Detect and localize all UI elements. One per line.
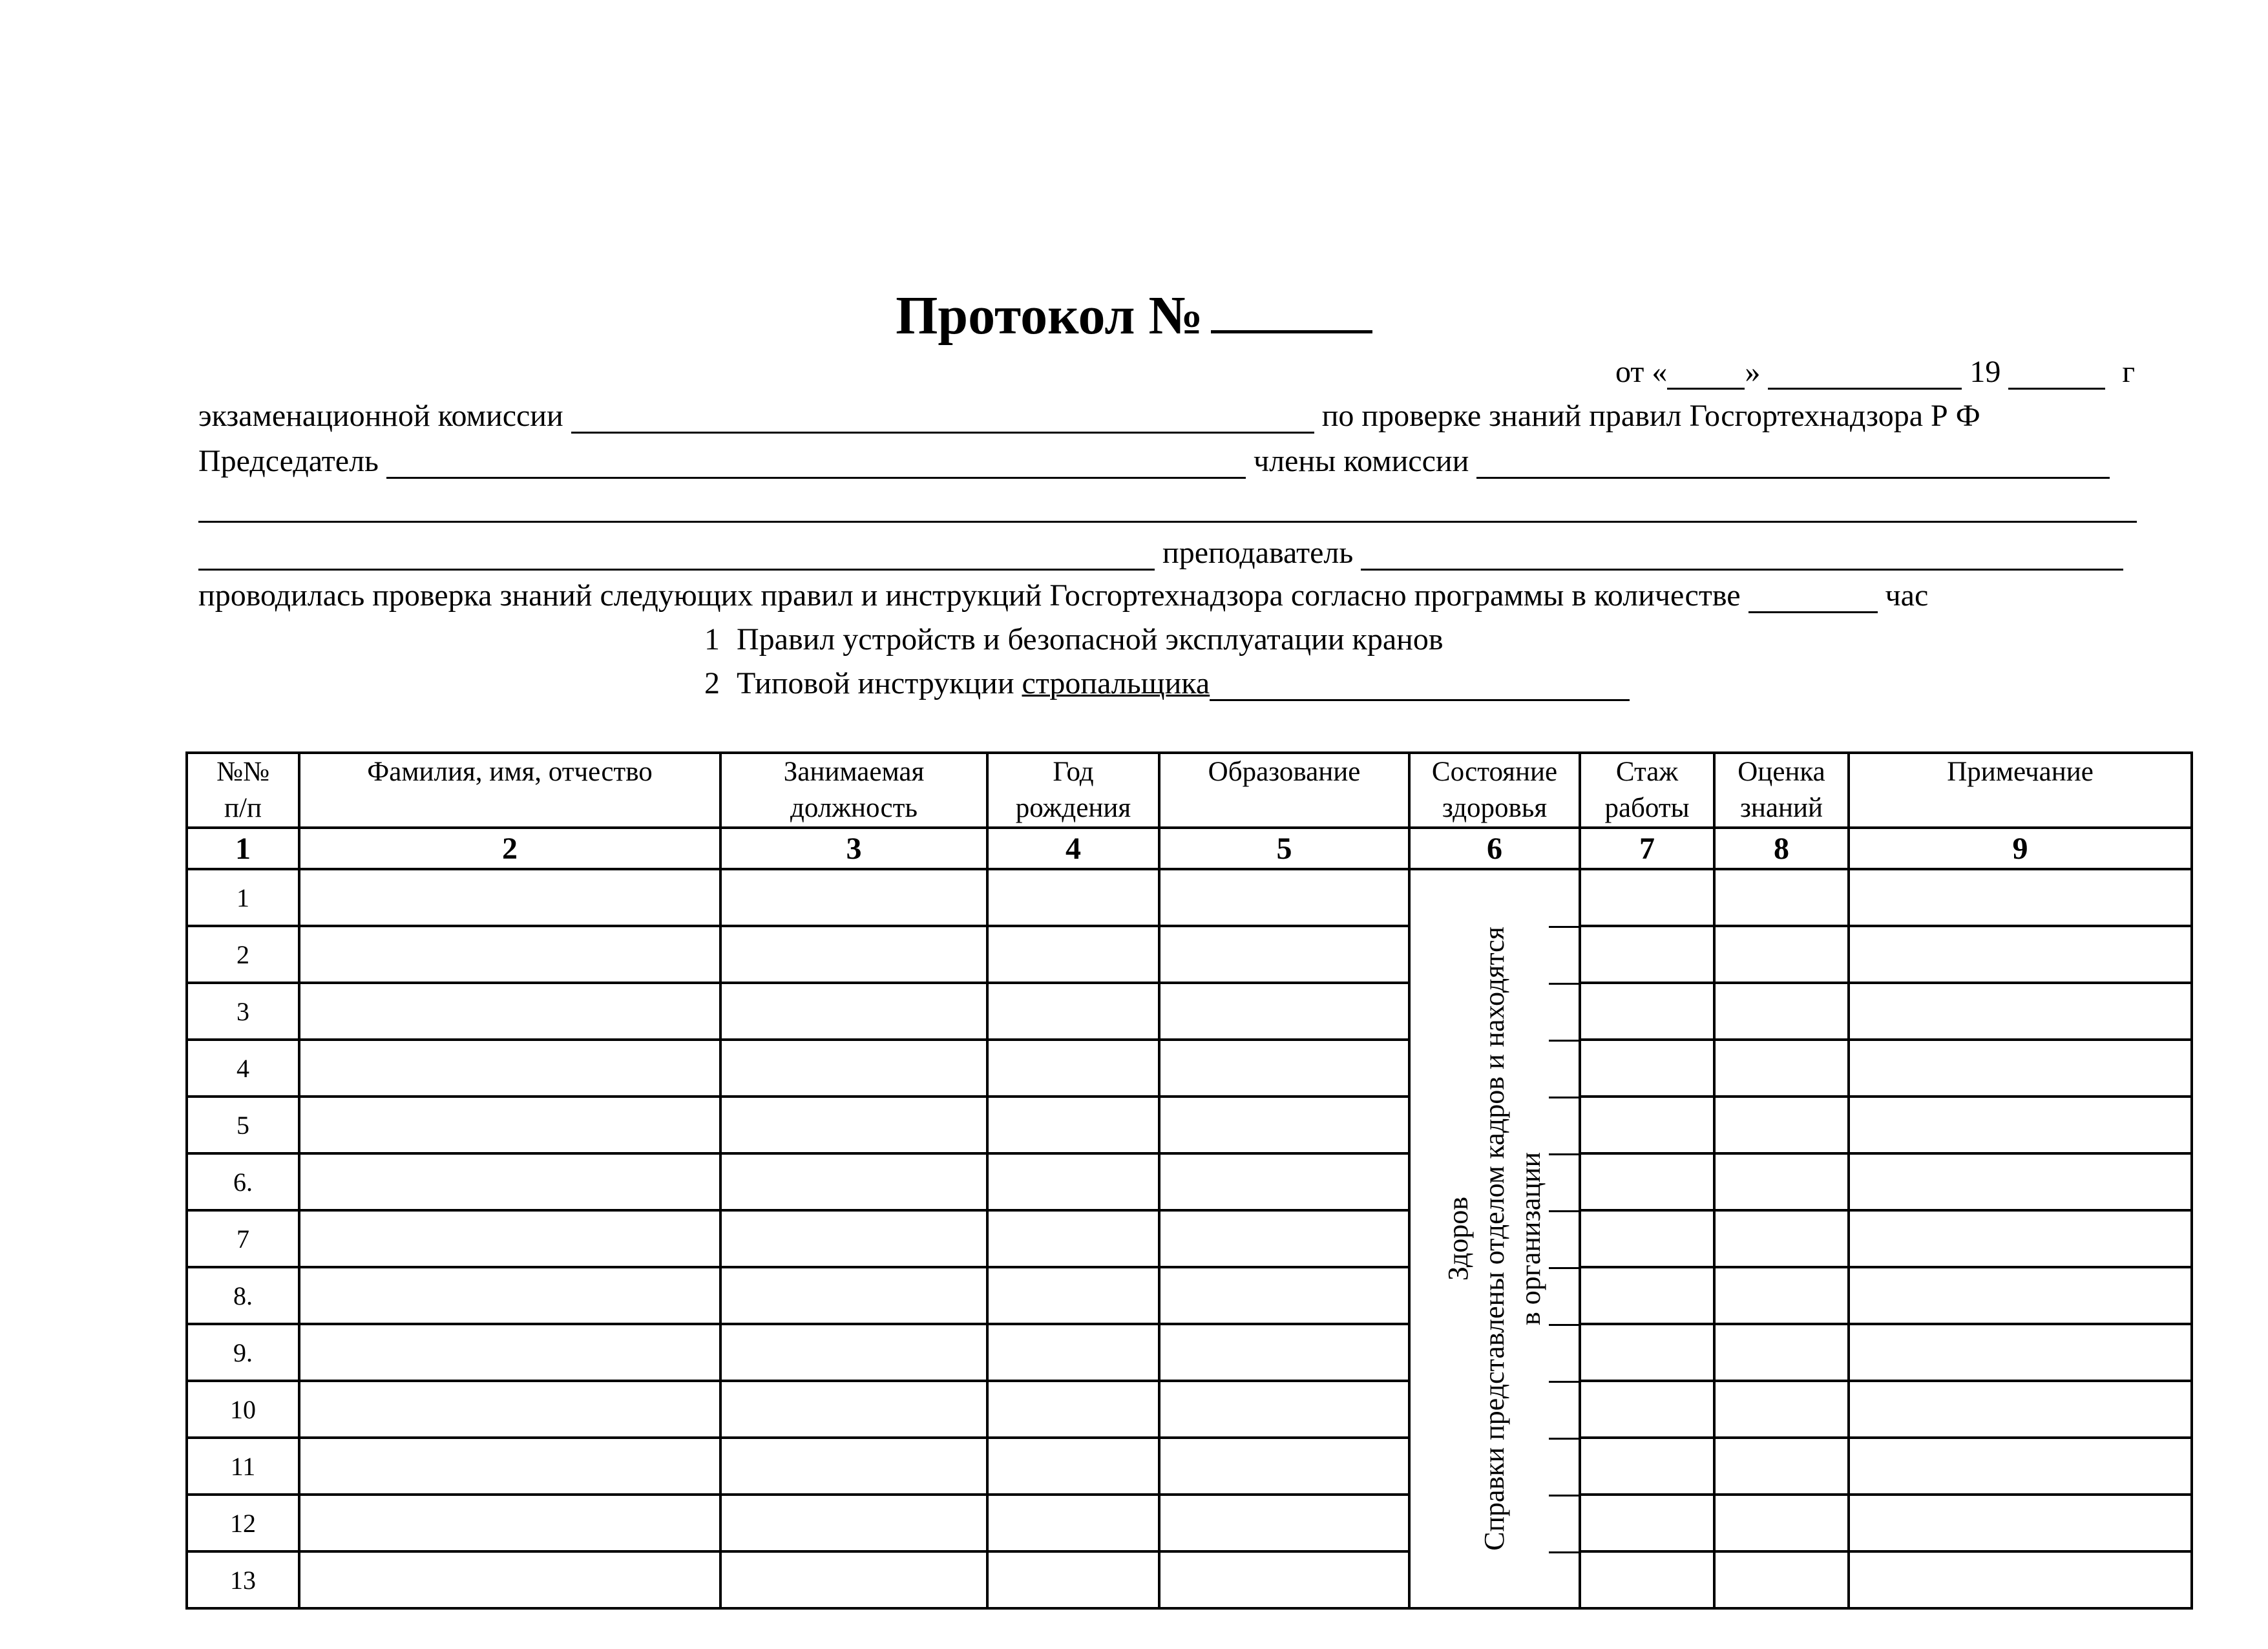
table-row (187, 1381, 2192, 1438)
hours-unit: час (1885, 578, 1929, 613)
full-name-cell[interactable] (299, 926, 720, 983)
education-cell[interactable] (1159, 869, 1409, 926)
position-cell[interactable] (720, 1153, 987, 1210)
table-row (187, 1495, 2192, 1551)
teacher-label: преподаватель (1162, 536, 1354, 570)
date-line (1615, 354, 2135, 390)
grade-cell[interactable] (1714, 983, 1849, 1040)
full-name-cell[interactable] (299, 869, 720, 926)
full-name-cell[interactable] (299, 1381, 720, 1438)
header-education: Образование (1159, 753, 1409, 828)
row-divider-tick (1549, 1210, 1581, 1212)
rule-number: 2 (704, 666, 720, 700)
hours-field[interactable] (1748, 582, 1878, 613)
experience-cell[interactable] (1580, 1210, 1714, 1267)
note-cell[interactable] (1849, 926, 2192, 983)
row-divider-tick (1549, 1438, 1581, 1440)
education-cell[interactable] (1159, 1495, 1409, 1551)
row-number: 9. (187, 1324, 299, 1381)
full-name-cell[interactable] (299, 1153, 720, 1210)
position-cell[interactable] (720, 983, 987, 1040)
commission-label: экзаменационной комиссии (198, 399, 563, 433)
position-cell[interactable] (720, 869, 987, 926)
row-number: 5 (187, 1097, 299, 1153)
grade-cell[interactable] (1714, 1551, 1849, 1608)
row-divider-tick (1549, 1551, 1581, 1553)
experience-cell[interactable] (1580, 1267, 1714, 1324)
table-row (187, 1153, 2192, 1210)
row-divider-tick (1549, 926, 1581, 928)
exam-table (185, 751, 2193, 1610)
grade-cell[interactable] (1714, 869, 1849, 926)
position-cell[interactable] (720, 1210, 987, 1267)
birth-year-cell[interactable] (987, 1267, 1159, 1324)
birth-year-cell[interactable] (987, 1153, 1159, 1210)
note-cell[interactable] (1849, 1381, 2192, 1438)
rule-extra-field[interactable] (1210, 669, 1630, 701)
note-cell[interactable] (1849, 1097, 2192, 1153)
row-divider-tick (1549, 1324, 1581, 1326)
experience-cell[interactable] (1580, 1097, 1714, 1153)
birth-year-cell[interactable] (987, 1210, 1159, 1267)
column-number: 8 (1714, 828, 1849, 869)
note-cell[interactable] (1849, 1551, 2192, 1608)
table-row (187, 983, 2192, 1040)
rule-text: Правил устройств и безопасной эксплуатации кранов (737, 622, 1444, 656)
rule-text-underlined: стропальщика (1022, 666, 1210, 700)
grade-cell[interactable] (1714, 1495, 1849, 1551)
full-name-cell[interactable] (299, 1495, 720, 1551)
health-note-line: в организации (1515, 1152, 1546, 1325)
row-divider-tick (1549, 1381, 1581, 1383)
column-number: 3 (720, 828, 987, 869)
header-number: №№ п/п (187, 753, 299, 828)
birth-year-cell[interactable] (987, 1495, 1159, 1551)
birth-year-cell[interactable] (987, 1438, 1159, 1495)
position-cell[interactable] (720, 1267, 987, 1324)
row-divider-tick (1549, 1267, 1581, 1269)
note-cell[interactable] (1849, 1040, 2192, 1097)
grade-cell[interactable] (1714, 1381, 1849, 1438)
position-cell[interactable] (720, 1438, 987, 1495)
commission-line (198, 398, 1980, 434)
table-row (187, 926, 2192, 983)
row-divider-tick (1549, 1495, 1581, 1497)
row-number: 11 (187, 1438, 299, 1495)
full-name-cell[interactable] (299, 1267, 720, 1324)
grade-cell[interactable] (1714, 926, 1849, 983)
chairman-field[interactable] (386, 447, 1246, 479)
full-name-cell[interactable] (299, 1097, 720, 1153)
column-number: 7 (1580, 828, 1714, 869)
experience-cell[interactable] (1580, 869, 1714, 926)
grade-cell[interactable] (1714, 1438, 1849, 1495)
year-prefix: 19 (1969, 355, 2001, 389)
grade-cell[interactable] (1714, 1324, 1849, 1381)
row-number: 4 (187, 1040, 299, 1097)
birth-year-cell[interactable] (987, 1381, 1159, 1438)
position-cell[interactable] (720, 1324, 987, 1381)
header-grade: Оценка знаний (1714, 753, 1849, 828)
title-text: Протокол № (896, 286, 1203, 346)
row-number: 6. (187, 1153, 299, 1210)
row-divider-tick (1549, 1040, 1581, 1042)
header-experience: Стаж работы (1580, 753, 1714, 828)
experience-cell[interactable] (1580, 983, 1714, 1040)
row-number: 8. (187, 1267, 299, 1324)
program-text: проводилась проверка знаний следующих правил и инструкций Госгортехнадзора согласно программы в количестве (198, 578, 1741, 613)
table-row (187, 1210, 2192, 1267)
education-cell[interactable] (1159, 926, 1409, 983)
note-cell[interactable] (1849, 1153, 2192, 1210)
chairman-line (198, 443, 2110, 479)
position-cell[interactable] (720, 1097, 987, 1153)
health-status-cell (1409, 869, 1580, 1608)
table-row (187, 1267, 2192, 1324)
experience-cell[interactable] (1580, 1324, 1714, 1381)
health-note (1440, 899, 1549, 1578)
position-cell[interactable] (720, 1551, 987, 1608)
birth-year-cell[interactable] (987, 1551, 1159, 1608)
health-note-line: Здоров (1442, 1196, 1474, 1281)
row-number: 1 (187, 869, 299, 926)
birth-year-cell[interactable] (987, 983, 1159, 1040)
experience-cell[interactable] (1580, 1153, 1714, 1210)
birth-year-cell[interactable] (987, 1040, 1159, 1097)
column-number: 4 (987, 828, 1159, 869)
grade-cell[interactable] (1714, 1097, 1849, 1153)
note-cell[interactable] (1849, 983, 2192, 1040)
row-divider-tick (1549, 1153, 1581, 1155)
row-number: 10 (187, 1381, 299, 1438)
note-cell[interactable] (1849, 1267, 2192, 1324)
grade-cell[interactable] (1714, 1210, 1849, 1267)
members-field-extra[interactable] (198, 539, 1155, 571)
row-number: 13 (187, 1551, 299, 1608)
program-line (198, 578, 1928, 613)
row-divider-tick (1549, 983, 1581, 985)
row-number: 12 (187, 1495, 299, 1551)
header-full-name: Фамилия, имя, отчество (299, 753, 720, 828)
full-name-cell[interactable] (299, 1551, 720, 1608)
members-field-continued[interactable] (198, 521, 2137, 523)
health-note-line: Справки представлены отделом кадров и находятся (1478, 927, 1510, 1551)
rule-item-2 (704, 666, 1630, 701)
rule-text: Типовой инструкции (737, 666, 1014, 700)
table-row (187, 1040, 2192, 1097)
row-divider-tick (1549, 1097, 1581, 1098)
experience-cell[interactable] (1580, 1495, 1714, 1551)
position-cell[interactable] (720, 1381, 987, 1438)
birth-year-cell[interactable] (987, 869, 1159, 926)
teacher-line (198, 535, 2123, 571)
full-name-cell[interactable] (299, 1210, 720, 1267)
grade-cell[interactable] (1714, 1267, 1849, 1324)
education-cell[interactable] (1159, 1040, 1409, 1097)
table-row (187, 1097, 2192, 1153)
table-row (187, 1438, 2192, 1495)
header-position: Занимаемая должность (720, 753, 987, 828)
experience-cell[interactable] (1580, 1381, 1714, 1438)
position-cell[interactable] (720, 1495, 987, 1551)
members-field[interactable] (1476, 447, 2110, 479)
full-name-cell[interactable] (299, 1438, 720, 1495)
table-header-row (187, 753, 2192, 828)
year-suffix: г (2122, 355, 2136, 389)
protocol-number-field[interactable] (1211, 291, 1372, 333)
note-cell[interactable] (1849, 869, 2192, 926)
year-field[interactable] (2008, 358, 2105, 390)
grade-cell[interactable] (1714, 1040, 1849, 1097)
table-row (187, 1551, 2192, 1608)
position-cell[interactable] (720, 1040, 987, 1097)
education-cell[interactable] (1159, 983, 1409, 1040)
birth-year-cell[interactable] (987, 1097, 1159, 1153)
experience-cell[interactable] (1580, 1040, 1714, 1097)
month-field[interactable] (1768, 358, 1962, 390)
page-title (0, 284, 2268, 347)
position-cell[interactable] (720, 926, 987, 983)
row-number: 7 (187, 1210, 299, 1267)
grade-cell[interactable] (1714, 1153, 1849, 1210)
column-number: 2 (299, 828, 720, 869)
teacher-field[interactable] (1361, 539, 2123, 571)
full-name-cell[interactable] (299, 1324, 720, 1381)
commission-field[interactable] (571, 402, 1314, 434)
chairman-label: Председатель (198, 444, 379, 478)
rule-number: 1 (704, 622, 720, 656)
education-cell[interactable] (1159, 1210, 1409, 1267)
rule-item-1 (704, 622, 1444, 657)
education-cell[interactable] (1159, 1153, 1409, 1210)
members-label: члены комиссии (1253, 444, 1469, 478)
row-number: 2 (187, 926, 299, 983)
education-cell[interactable] (1159, 1324, 1409, 1381)
header-health: Состояние здоровья (1409, 753, 1580, 828)
experience-cell[interactable] (1580, 1438, 1714, 1495)
header-birth-year: Год рождения (987, 753, 1159, 828)
birth-year-cell[interactable] (987, 926, 1159, 983)
day-field[interactable] (1667, 358, 1745, 390)
education-cell[interactable] (1159, 1551, 1409, 1608)
date-close-quote: » (1745, 355, 1761, 389)
header-note: Примечание (1849, 753, 2192, 828)
note-cell[interactable] (1849, 1438, 2192, 1495)
column-number: 6 (1409, 828, 1580, 869)
education-cell[interactable] (1159, 1097, 1409, 1153)
column-number: 9 (1849, 828, 2192, 869)
experience-cell[interactable] (1580, 926, 1714, 983)
column-number: 1 (187, 828, 299, 869)
full-name-cell[interactable] (299, 1040, 720, 1097)
education-cell[interactable] (1159, 1381, 1409, 1438)
education-cell[interactable] (1159, 1438, 1409, 1495)
experience-cell[interactable] (1580, 1551, 1714, 1608)
table-row (187, 1324, 2192, 1381)
education-cell[interactable] (1159, 1267, 1409, 1324)
note-cell[interactable] (1849, 1495, 2192, 1551)
column-number: 5 (1159, 828, 1409, 869)
birth-year-cell[interactable] (987, 1324, 1159, 1381)
note-cell[interactable] (1849, 1324, 2192, 1381)
commission-suffix: по проверке знаний правил Госгортехнадзора Р Ф (1321, 399, 1980, 433)
date-from-label: от « (1615, 355, 1668, 389)
full-name-cell[interactable] (299, 983, 720, 1040)
column-number-row (187, 828, 2192, 869)
row-number: 3 (187, 983, 299, 1040)
table-row (187, 869, 2192, 926)
note-cell[interactable] (1849, 1210, 2192, 1267)
